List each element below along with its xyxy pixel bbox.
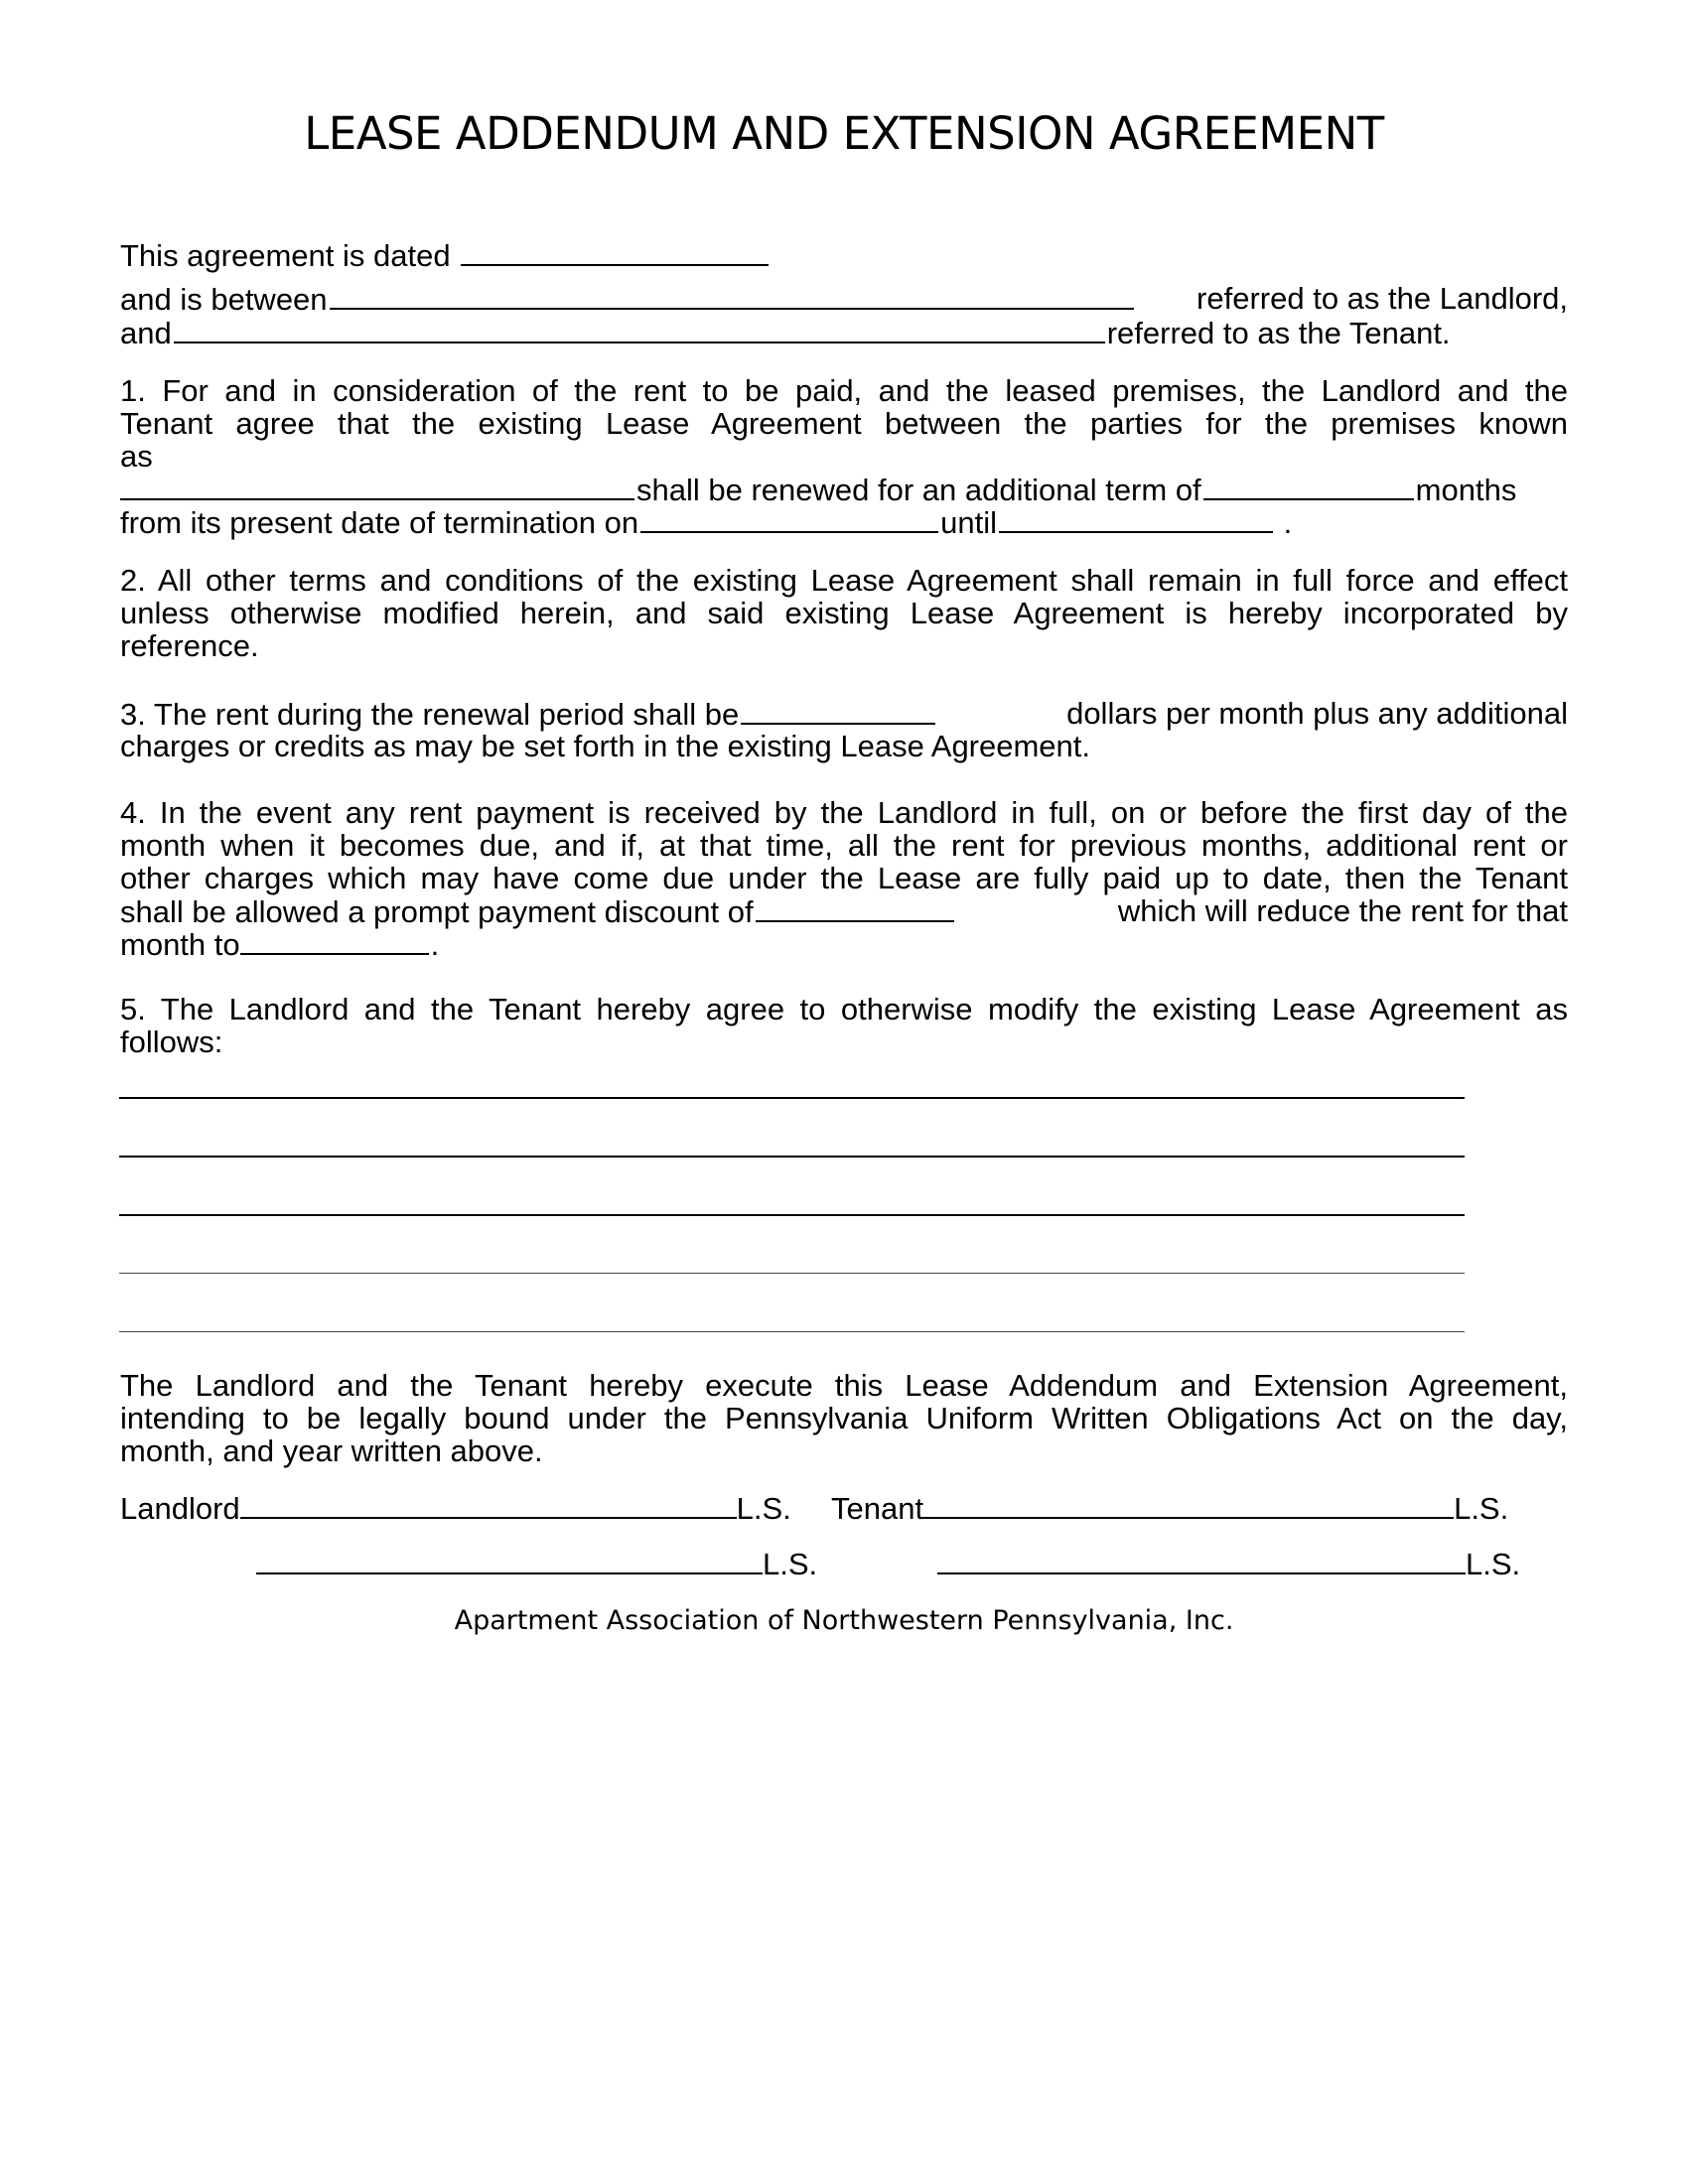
p1-period: . — [1283, 505, 1293, 540]
premises-blank[interactable] — [120, 473, 634, 500]
p4-line5 — [120, 927, 1568, 961]
p1-line2: Tenant agree that the existing Lease Agreement between the parties for the premises known — [120, 406, 1568, 441]
tenant2-ls: L.S. — [1466, 1547, 1521, 1581]
p4-line4b: which will reduce the rent for that — [1117, 893, 1568, 928]
landlord-ref: referred to as the Landlord, — [1196, 281, 1568, 316]
discount-blank[interactable] — [756, 894, 954, 922]
p1-line4 — [120, 473, 1568, 506]
p2-line2: unless otherwise modified herein, and said existing Lease Agreement is hereby incorporated by — [120, 596, 1568, 630]
landlord-ls: L.S. — [736, 1491, 791, 1526]
tenant2-signature-blank[interactable] — [937, 1547, 1466, 1574]
tenant-label: Tenant — [831, 1491, 924, 1526]
rent-amount-blank[interactable] — [741, 697, 935, 725]
p5-line1: 5. The Landlord and the Tenant hereby agree to otherwise modify the existing Lease Agreement as — [120, 992, 1568, 1026]
p1-line1: 1. For and in consideration of the rent to be paid, and the leased premises, the Landlord and the — [120, 373, 1568, 408]
p1-from: from its present date of termination on — [120, 505, 639, 540]
p3-start: 3. The rent during the renewal period shall be — [120, 697, 740, 732]
landlord-label: Landlord — [120, 1491, 240, 1526]
dated-line — [120, 238, 1568, 272]
between-label: and is between — [120, 282, 328, 317]
p2-line3: reference. — [120, 628, 259, 663]
p4-line3: other charges which may have come due under the Lease are fully paid up to date, then the Tenant — [120, 861, 1568, 895]
tenant-name-blank[interactable] — [174, 316, 1105, 343]
p2-line1: 2. All other terms and conditions of the existing Lease Agreement shall remain in full force and effect — [120, 563, 1568, 598]
p3-line1 — [120, 697, 1568, 731]
landlord-line — [120, 282, 1568, 316]
modification-line-3[interactable] — [119, 1214, 1465, 1216]
p3-line2: charges or credits as may be set forth in the existing Lease Agreement. — [120, 729, 1091, 763]
tenant-signature-row — [831, 1491, 1508, 1525]
p3-end: dollars per month plus any additional — [1066, 696, 1568, 731]
p4-line1: 4. In the event any rent payment is received by the Landlord in full, on or before the first day of the — [120, 795, 1568, 830]
tenant-ls: L.S. — [1454, 1491, 1509, 1526]
footer-association: Apartment Association of Northwestern Pennsylvania, Inc. — [454, 1605, 1234, 1636]
modification-line-4[interactable] — [119, 1273, 1465, 1274]
landlord-signature-row — [120, 1491, 791, 1525]
p1-until: until — [940, 505, 997, 540]
tenant-line — [120, 316, 1568, 349]
p4-line5b: . — [430, 927, 440, 962]
execute-line2: intending to be legally bound under the Pennsylvania Uniform Written Obligations Act on the day, — [120, 1401, 1568, 1435]
landlord-name-blank[interactable] — [330, 282, 1134, 310]
p1-line5 — [120, 505, 1568, 539]
modification-line-1[interactable] — [119, 1097, 1465, 1099]
dated-label: This agreement is dated — [120, 238, 451, 273]
p4-line2: month when it becomes due, and if, at that time, all the rent for previous months, additional rent or — [120, 828, 1568, 863]
termination-date-blank[interactable] — [640, 505, 938, 533]
p4-line4a: shall be allowed a prompt payment discount of — [120, 894, 754, 929]
term-blank[interactable] — [1203, 473, 1414, 500]
reduced-rent-blank[interactable] — [240, 927, 429, 955]
execute-line1: The Landlord and the Tenant hereby execute this Lease Addendum and Extension Agreement, — [120, 1368, 1568, 1403]
p4-line5a: month to — [120, 927, 240, 962]
tenant-ref: referred to as the Tenant. — [1106, 316, 1451, 350]
and-label: and — [120, 316, 172, 350]
tenant2-signature-row — [937, 1547, 1520, 1580]
tenant-signature-blank[interactable] — [923, 1491, 1454, 1519]
document-title: LEASE ADDENDUM AND EXTENSION AGREEMENT — [304, 107, 1384, 160]
p1-months: months — [1415, 473, 1517, 507]
p4-line4 — [120, 894, 1568, 928]
landlord-signature-blank[interactable] — [240, 1491, 737, 1519]
execute-line3: month, and year written above. — [120, 1433, 543, 1468]
landlord2-ls: L.S. — [763, 1547, 818, 1581]
p1-renewed: shall be renewed for an additional term of — [636, 473, 1201, 507]
date-blank[interactable] — [461, 238, 769, 266]
p1-line3: as — [120, 439, 153, 474]
modification-line-2[interactable] — [119, 1156, 1465, 1158]
until-date-blank[interactable] — [999, 505, 1273, 533]
p5-line2: follows: — [120, 1024, 223, 1059]
landlord2-signature-row — [256, 1547, 817, 1580]
landlord2-signature-blank[interactable] — [256, 1547, 763, 1574]
modification-line-5[interactable] — [119, 1331, 1465, 1332]
